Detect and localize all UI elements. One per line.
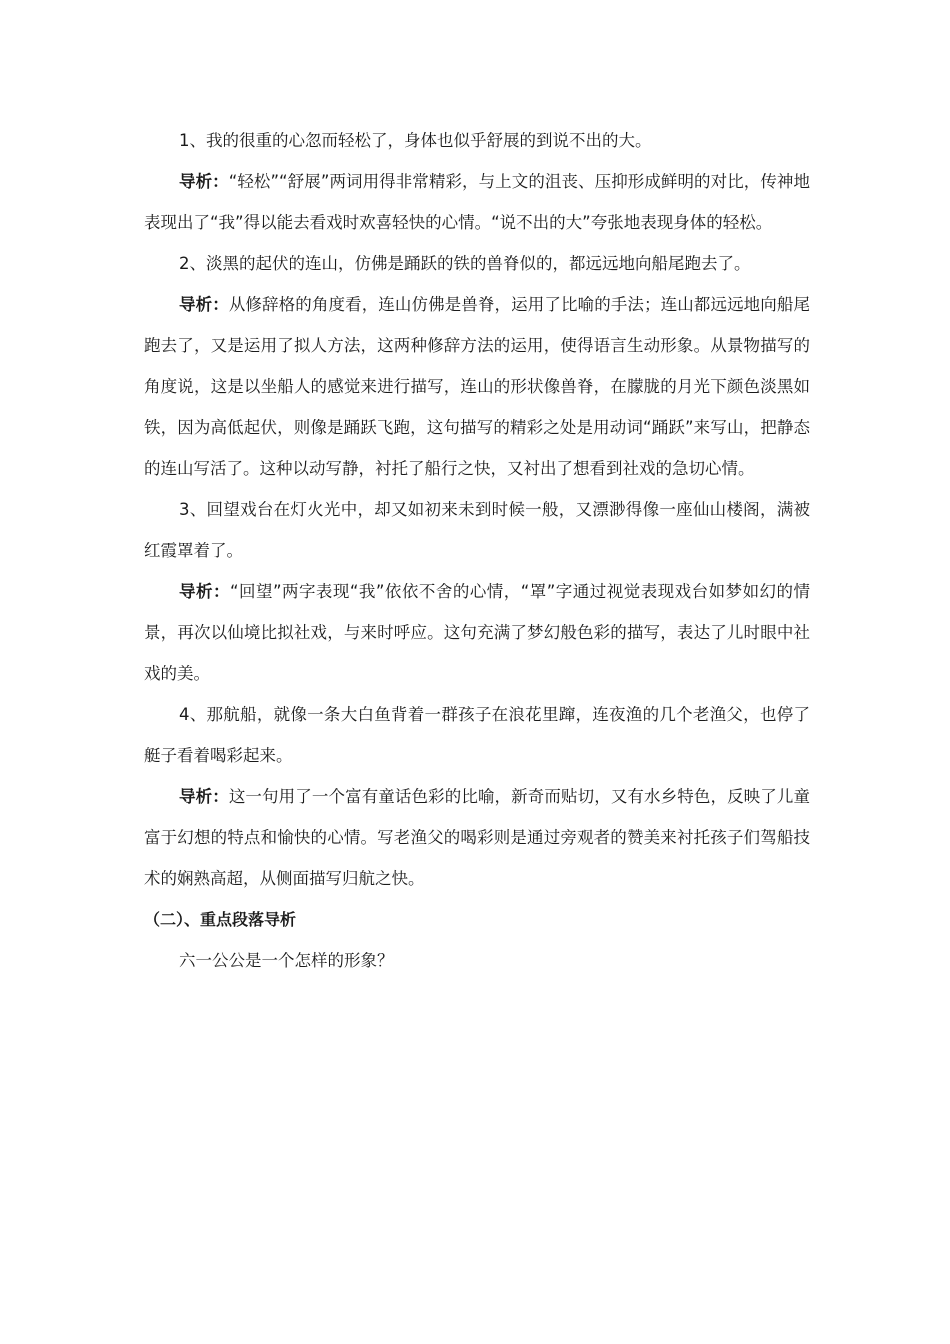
analysis-label: 导析：: [179, 295, 229, 314]
analysis-3: [144, 571, 810, 694]
analysis-text: 从修辞格的角度看，连山仿佛是兽脊，运用了比喻的手法；连山都远远地向船尾跑去了，又是运用了拟人方法，这两种修辞方法的运用，使得语言生动形象。从景物描写的角度说，这是以坐船人的感觉来进行描写，连山的形状像兽脊，在朦胧的月光下颜色淡黑如铁，因为高低起伏，则像是踊跃飞跑，这句描写的精彩之处是用动词“踊跃”来写山，把静态的连山写活了。这种以动写静，衬托了船行之快，又衬出了想看到社戏的急切心情。: [144, 295, 811, 478]
section-heading: （二）、重点段落导析: [144, 910, 297, 929]
analysis-text: “回望”两字表现“我”依依不舍的心情，“罩”字通过视觉表现戏台如梦如幻的情景，再次以仙境比拟社戏，与来时呼应。这句充满了梦幻般色彩的描写，表达了儿时眼中社戏的美。: [144, 582, 811, 683]
sentence-4: 4、那航船，就像一条大白鱼背着一群孩子在浪花里蹿，连夜渔的几个老渔父，也停了艇子看着喝彩起来。: [144, 705, 810, 765]
analysis-1: [144, 161, 810, 243]
sentence-1: 1、我的很重的心忽而轻松了，身体也似乎舒展的到说不出的大。: [179, 131, 652, 150]
analysis-label: 导析：: [179, 582, 230, 601]
analysis-text: 这一句用了一个富有童话色彩的比喻，新奇而贴切，又有水乡特色，反映了儿童富于幻想的特点和愉快的心情。写老渔父的喝彩则是通过旁观者的赞美来衬托孩子们驾船技术的娴熟高超，从侧面描写归航之快。: [144, 787, 811, 888]
question-text: 六一公公是一个怎样的形象？: [179, 951, 394, 970]
sentence-3: 3、回望戏台在灯火光中，却又如初来未到时候一般，又漂渺得像一座仙山楼阁，满被红霞罩着了。: [144, 500, 810, 560]
sentence-2: 2、淡黑的起伏的连山，仿佛是踊跃的铁的兽脊似的，都远远地向船尾跑去了。: [179, 254, 751, 273]
analysis-text: “轻松”“舒展”两词用得非常精彩，与上文的沮丧、压抑形成鲜明的对比，传神地表现出了“我”得以能去看戏时欢喜轻快的心情。“说不出的大”夸张地表现身体的轻松。: [144, 172, 811, 232]
analysis-2: [144, 284, 810, 489]
analysis-label: 导析：: [179, 172, 229, 191]
document-body: [144, 120, 810, 981]
analysis-4: [144, 776, 810, 899]
analysis-label: 导析：: [179, 787, 229, 806]
